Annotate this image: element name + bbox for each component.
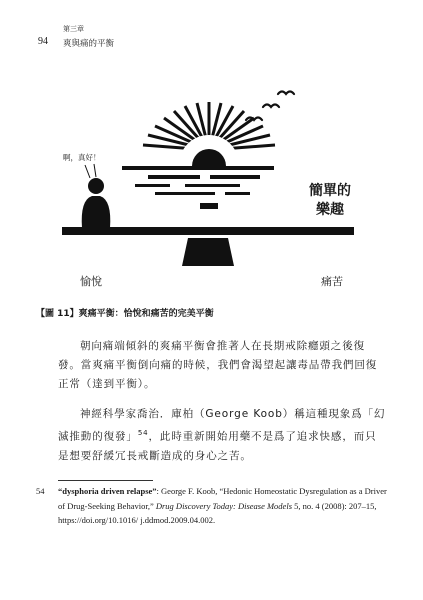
body-paragraph-1: 朝向痛端傾斜的爽痛平衡會推著人在長期戒除癮頭之後復發。當爽痛平衡倒向痛的時候，我們會渴望起讓毒品帶我們回復正常（達到平衡）。 <box>58 340 378 390</box>
footnote-text-b: 5, no. 4 (2008): 207–15, https://doi.org/10.1016/ j.ddmod.2009.04.002. <box>58 500 377 525</box>
footnote-ref[interactable]: 54 <box>137 429 149 437</box>
footnote <box>36 484 388 528</box>
footnote-quote: “dysphoria driven relapse” <box>58 486 157 496</box>
footnote-text-a: : George F. Koob, “Hedonic Homeostatic Dysregulation as a Driver of Drug-Seeking Behavior,” <box>58 486 387 511</box>
pleasure-label: 愉悅 <box>80 275 102 288</box>
footnote-number: 54 <box>36 486 45 496</box>
running-title: 爽與痛的平衡 <box>63 39 115 49</box>
pain-label: 痛苦 <box>321 275 343 288</box>
p2-text-a: 神經科學家喬治．庫柏（George Koob）稱這種現象爲「幻滅推動的復發」 <box>58 408 386 443</box>
body-paragraph-2 <box>58 405 386 466</box>
simple-pleasure-label <box>300 182 360 220</box>
p2-text-b: ，此時重新開始用藥不是爲了追求快感，而只是想要舒緩冗長戒斷造成的身心之苦。 <box>58 430 377 462</box>
footnote-divider <box>58 480 153 481</box>
figure-caption <box>36 306 214 319</box>
balance-plank <box>62 227 354 235</box>
simple-pleasure-line2: 樂趣 <box>316 202 344 218</box>
caption-text: 爽痛平衡：恰悅和痛苦的完美平衡 <box>78 309 214 319</box>
footnote-journal: Drug Discovery Today: Disease Models <box>155 500 292 511</box>
simple-pleasure-line1: 簡單的 <box>309 183 351 199</box>
birds <box>246 92 294 121</box>
chapter-label: 第三章 <box>63 25 84 33</box>
caption-number: 【圖 11】 <box>36 309 79 319</box>
speech-text: 啊，真好！ <box>63 153 101 162</box>
person-figure <box>82 178 111 228</box>
speech-lines <box>85 164 96 178</box>
page-number: 94 <box>38 36 48 47</box>
